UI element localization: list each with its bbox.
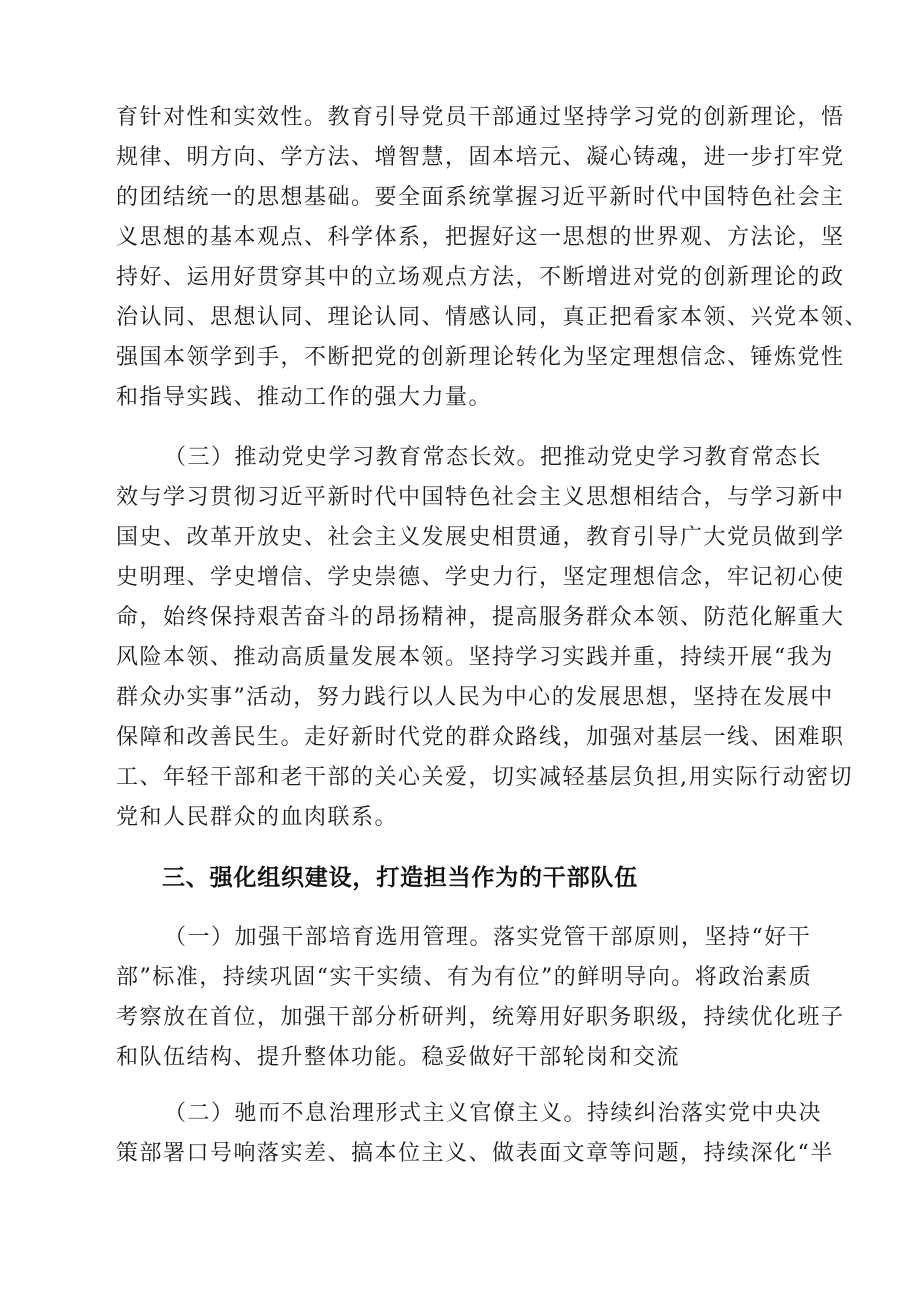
paragraph-line: 考察放在首位，加强干部分析研判，统筹用好职务职级，持续优化班子 [116, 1005, 845, 1030]
paragraph-line: 部”标准，持续巩固“实干实绩、有为有位”的鲜明导向。将政治素质 [116, 965, 813, 990]
paragraph-line: 风险本领、推动高质量发展本领。坚持学习实践并重，持续开展“我为 [116, 645, 834, 670]
paragraph-line: 和指导实践、推动工作的强大力量。 [116, 385, 493, 410]
paragraph-line: 效与学习贯彻习近平新时代中国特色社会主义思想相结合，与学习新中 [116, 485, 845, 510]
paragraph-line: 保障和改善民生。走好新时代党的群众路线，加强对基层一线、困难职 [116, 725, 845, 750]
paragraph-line: 史明理、学史增信、学史崇德、学史力行，坚定理想信念，牢记初心使 [116, 565, 845, 590]
paragraph-line: 的团结统一的思想基础。要全面系统掌握习近平新时代中国特色社会主 [116, 185, 845, 210]
paragraph-line: 工、年轻干部和老干部的关心关爱，切实减轻基层负担,用实际行动密切 [116, 765, 853, 790]
paragraph-line: 国史、改革开放史、社会主义发展史相贯通，教育引导广大党员做到学 [116, 525, 845, 550]
paragraph-line: 和队伍结构、提升整体功能。稳妥做好干部轮岗和交流 [116, 1045, 681, 1070]
paragraph-line: 义思想的基本观点、科学体系，把握好这一思想的世界观、方法论，坚 [116, 225, 845, 250]
paragraph-line: 治认同、思想认同、理论认同、情感认同，真正把看家本领、兴党本领、 [116, 305, 869, 330]
paragraph-line: （二）驰而不息治理形式主义官僚主义。持续纠治落实党中央决 [164, 1101, 823, 1126]
paragraph-line: 育针对性和实效性。教育引导党员干部通过坚持学习党的创新理论，悟 [116, 105, 845, 130]
paragraph-line: （一）加强干部培育选用管理。落实党管干部原则，坚持“好干 [164, 925, 812, 950]
paragraph-line: 命，始终保持艰苦奋斗的昂扬精神，提高服务群众本领、防范化解重大 [116, 605, 845, 630]
paragraph-line: 强国本领学到手，不断把党的创新理论转化为坚定理想信念、锤炼党性 [116, 345, 845, 370]
paragraph-line: 策部署口号响落实差、搞本位主义、做表面文章等问题，持续深化“半 [116, 1141, 834, 1166]
paragraph-line: 规律、明方向、学方法、增智慧，固本培元、凝心铸魂，进一步打牢党 [116, 145, 845, 170]
paragraph-line: 群众办实事”活动，努力践行以人民为中心的发展思想，坚持在发展中 [116, 685, 834, 710]
paragraph-line: 党和人民群众的血肉联系。 [116, 805, 399, 830]
paragraph-line: 持好、运用好贯穿其中的立场观点方法，不断增进对党的创新理论的政 [116, 265, 845, 290]
paragraph-line: （三）推动党史学习教育常态长效。把推动党史学习教育常态长 [164, 445, 823, 470]
section-heading: 三、强化组织建设，打造担当作为的干部队伍 [162, 865, 638, 891]
